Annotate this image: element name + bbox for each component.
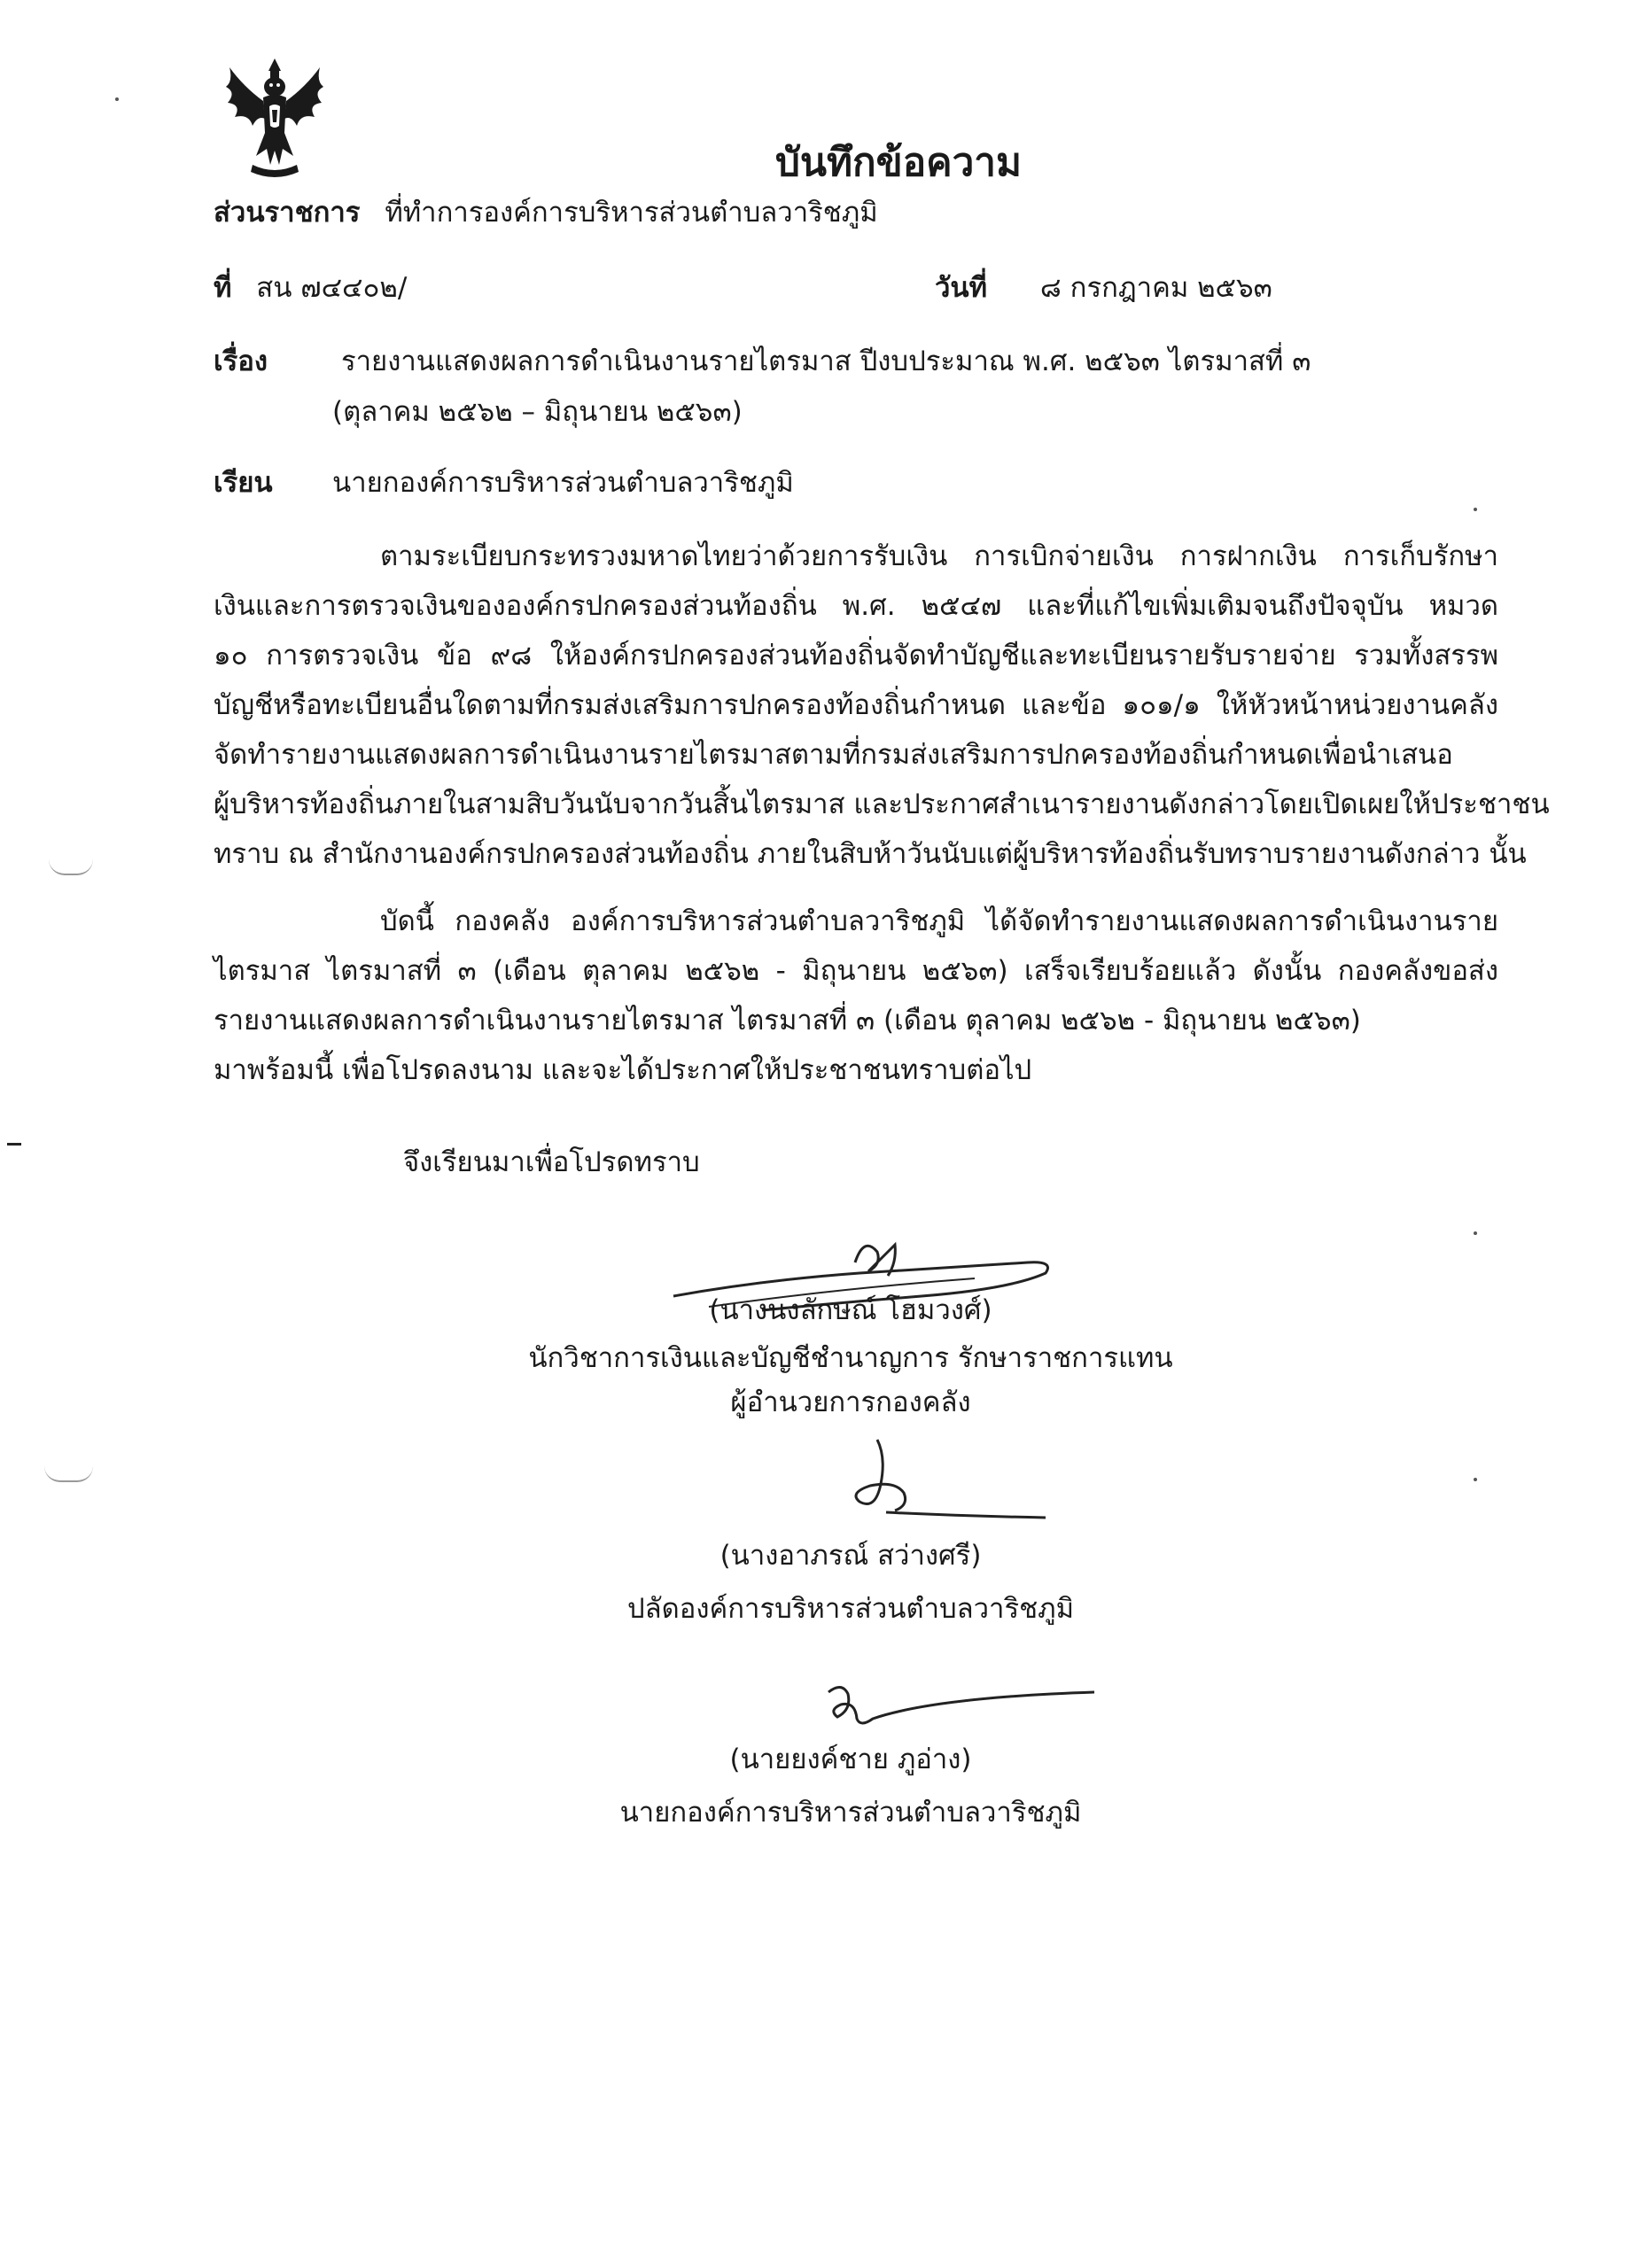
paragraph-line: ผู้บริหารท้องถิ่นภายในสามสิบวันนับจากวันสิ้นไตรมาส และประกาศสำเนารายงานดังกล่าวโดยเปิดเผยให้ประชาชน (214, 788, 1550, 820)
paragraph-line: บัดนี้ กองคลัง องค์การบริหารส่วนตำบลวาริชภูมิ ได้จัดทำรายงานแสดงผลการดำเนินงานราย (380, 905, 1498, 937)
subject-label: เรื่อง (214, 346, 268, 377)
paragraph-line: ทราบ ณ สำนักงานองค์กรปกครองส่วนท้องถิ่น ภายในสิบห้าวันนับแต่ผู้บริหารท้องถิ่นรับทราบรายงานดังกล่าว นั้น (214, 838, 1527, 870)
signatory-3 (496, 1741, 1205, 1835)
scan-speck (115, 97, 119, 101)
scan-speck (1474, 1231, 1477, 1235)
recipient-value: นายกองค์การบริหารส่วนตำบลวาริชภูมิ (332, 467, 794, 499)
date-value: ๘ กรกฎาคม ๒๕๖๓ (1039, 272, 1272, 304)
body-paragraph-2 (214, 897, 1498, 1095)
scan-mark (49, 859, 93, 875)
signatory-1 (496, 1292, 1205, 1425)
signatory-1-position-2: ผู้อำนวยการกองคลัง (730, 1386, 971, 1418)
date-line (935, 270, 1272, 306)
signatory-2-name: (นางอาภรณ์ สว่างศรี) (719, 1540, 982, 1572)
agency-line (214, 195, 878, 230)
paragraph-line: ไตรมาส ไตรมาสที่ ๓ (เดือน ตุลาคม ๒๕๖๒ - มิถุนายน ๒๕๖๓) เสร็จเรียบร้อยแล้ว ดังนั้น กองคลังขอส่ง (214, 955, 1498, 987)
closing-line: จึงเรียนมาเพื่อโปรดทราบ (403, 1146, 700, 1178)
subject-line-2: (ตุลาคม ๒๕๖๒ – มิถุนายน ๒๕๖๓) (332, 396, 743, 428)
memo-title: บันทึกข้อความ (775, 140, 1023, 185)
paragraph-line: มาพร้อมนี้ เพื่อโปรดลงนาม และจะได้ประกาศให้ประชาชนทราบต่อไป (214, 1054, 1032, 1086)
paragraph-line: บัญชีหรือทะเบียนอื่นใดตามที่กรมส่งเสริมการปกครองท้องถิ่นกำหนด และข้อ ๑๐๑/๑ ให้หัวหน้าหน่วยงานคลัง (214, 689, 1498, 721)
date-label: วันที่ (935, 272, 988, 304)
reference-value: สน ๗๔๔๐๒/ (256, 272, 408, 304)
agency-value: ที่ทำการองค์การบริหารส่วนตำบลวาริชภูมิ (385, 197, 878, 229)
paragraph-line: จัดทำรายงานแสดงผลการดำเนินงานรายไตรมาสตามที่กรมส่งเสริมการปกครองท้องถิ่นกำหนดเพื่อนำเสนอ (214, 739, 1453, 771)
agency-label: ส่วนราชการ (214, 197, 361, 229)
reference-line (214, 270, 407, 306)
signatory-1-name: (นางนงลักษณ์ โฮมวงศ์) (709, 1294, 992, 1326)
subject-line-1: รายงานแสดงผลการดำเนินงานรายไตรมาส ปีงบประมาณ พ.ศ. ๒๕๖๓ ไตรมาสที่ ๓ (341, 346, 1311, 377)
paragraph-line: ตามระเบียบกระทรวงมหาดไทยว่าด้วยการรับเงิน การเบิกจ่ายเงิน การฝากเงิน การเก็บรักษา (380, 540, 1498, 572)
paragraph-line: รายงานแสดงผลการดำเนินงานรายไตรมาส ไตรมาสที่ ๓ (เดือน ตุลาคม ๒๕๖๒ - มิถุนายน ๒๕๖๓) (214, 1005, 1361, 1037)
body-paragraph-1 (214, 532, 1550, 879)
scan-mark (44, 1466, 93, 1482)
paragraph-line: เงินและการตรวจเงินขององค์กรปกครองส่วนท้องถิ่น พ.ศ. ๒๕๔๗ และที่แก้ไขเพิ่มเติมจนถึงปัจจุบัน หมวด (214, 590, 1498, 622)
reference-label: ที่ (214, 272, 232, 304)
scan-mark (7, 1143, 21, 1146)
signatory-3-position: นายกองค์การบริหารส่วนตำบลวาริชภูมิ (619, 1797, 1082, 1829)
scan-speck (1474, 508, 1477, 511)
signatory-2 (496, 1537, 1205, 1631)
signatory-1-position: นักวิชาการเงินและบัญชีชำนาญการ รักษาราชการแทน (528, 1342, 1173, 1374)
scan-speck (1474, 1478, 1477, 1481)
signature-2-icon (824, 1431, 1054, 1537)
recipient-label: เรียน (214, 467, 273, 499)
paragraph-line: ๑๐ การตรวจเงิน ข้อ ๙๘ ให้องค์กรปกครองส่วนท้องถิ่นจัดทำบัญชีและทะเบียนรายรับรายจ่าย รวมทั้งสรรพ (214, 640, 1498, 672)
garuda-emblem-icon (217, 51, 332, 184)
signature-3-icon (802, 1666, 1103, 1745)
signatory-3-name: (นายยงค์ชาย ภูอ่าง) (729, 1744, 972, 1775)
signatory-2-position: ปลัดองค์การบริหารส่วนตำบลวาริชภูมิ (626, 1593, 1075, 1625)
